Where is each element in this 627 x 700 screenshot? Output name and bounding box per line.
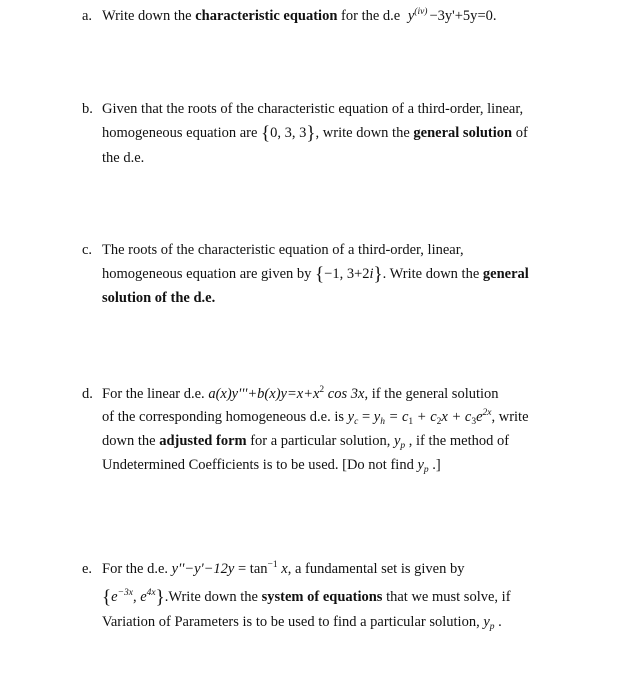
question-line [102, 123, 528, 145]
text: of the corresponding homogeneous d.e. is [102, 409, 348, 425]
text: for the d.e [337, 8, 404, 24]
math-var: y [347, 409, 355, 425]
text: , write [491, 409, 529, 425]
question-line [102, 101, 523, 118]
math-sub: 3 [471, 417, 477, 427]
question-line [102, 587, 511, 609]
math-sup: −1 [267, 560, 278, 570]
bold-term: adjusted form [159, 433, 247, 449]
math-var: y [373, 409, 381, 425]
text: down the [102, 433, 160, 449]
bold-term: system of equations [261, 589, 383, 605]
question-line [102, 8, 497, 25]
question-line [102, 242, 464, 259]
text: For the d.e. [102, 561, 172, 577]
bold-term: general [482, 266, 529, 282]
bold-term: solution of the d.e. [102, 290, 216, 306]
text: homogeneous equation are given by [102, 266, 316, 282]
math-sub: 2 [436, 417, 442, 427]
math-sup: 2x [482, 408, 492, 418]
text: of [512, 125, 528, 141]
math-sub: 1 [408, 417, 414, 427]
question-line [102, 614, 502, 631]
text: for a particular solution, [246, 433, 394, 449]
math-sup: 2 [319, 385, 325, 395]
root-set: 0, 3, 3 [270, 125, 307, 141]
math-sup: (iv) [414, 7, 428, 17]
question-line [102, 264, 529, 286]
math-sup: 4x [146, 588, 156, 598]
text: Given that the roots of the characteristic equation of a third-order, linear, [102, 101, 524, 117]
math-var: y [407, 8, 415, 24]
right-brace-icon: } [306, 123, 316, 144]
text: . [494, 614, 502, 630]
math-text: = c [384, 409, 409, 425]
right-brace-icon: } [373, 264, 383, 285]
text: For the linear d.e. [102, 386, 209, 402]
text: Variation of Parameters is to be used to find a particular solution, [102, 614, 484, 630]
math-expression: y''−y'−12y [171, 561, 235, 577]
math-var: y [483, 614, 490, 630]
text: , if the method of [405, 433, 510, 449]
left-brace-icon: { [102, 587, 112, 608]
imaginary-unit: i [369, 266, 374, 282]
question-line [102, 457, 441, 474]
math-sup: −3x [117, 588, 133, 598]
math-expression [408, 8, 497, 24]
text: the d.e. [102, 150, 145, 166]
text: , a fundamental set is given by [287, 561, 465, 577]
question-letter: b. [82, 101, 93, 117]
math-sub: c [354, 417, 359, 427]
left-brace-icon: { [261, 123, 271, 144]
question-letter: a. [82, 8, 93, 24]
text: . Write down the [382, 266, 483, 282]
question-line [102, 561, 464, 578]
question-letter: d. [82, 386, 93, 402]
math-var: e [140, 589, 147, 605]
text: , if the general solution [364, 386, 499, 402]
text: .] [428, 457, 441, 473]
math-expression: x [277, 561, 288, 577]
text: Undetermined Coefficients is to be used. [Do not find [102, 457, 418, 473]
math-expression: cos 3x [324, 386, 365, 402]
math-var: e [111, 589, 118, 605]
math-sub: p [400, 441, 406, 451]
left-brace-icon: { [315, 264, 325, 285]
math-text: =0. [477, 8, 497, 24]
text: .Write down the [164, 589, 262, 605]
math-text: −3y'+5y [429, 8, 478, 24]
math-text: + c [413, 409, 437, 425]
question-line [102, 290, 215, 307]
text: that we must solve, if [382, 589, 511, 605]
math-expression: a(x)y'''+b(x)y [208, 386, 287, 402]
question-letter: c. [82, 242, 93, 258]
question-line [102, 150, 144, 167]
text: homogeneous equation are [102, 125, 262, 141]
question-letter: e. [82, 561, 93, 577]
math-text: x + c [441, 409, 472, 425]
text: The roots of the characteristic equation of a third-order, linear, [102, 242, 464, 258]
math-text: , [132, 589, 141, 605]
question-line [102, 433, 509, 450]
bold-term: general solution [413, 125, 513, 141]
math-var: y [417, 457, 424, 473]
math-sub: p [423, 465, 429, 475]
math-var: y [393, 433, 401, 449]
math-expression: =x+x [286, 386, 320, 402]
text: , write down the [315, 125, 414, 141]
question-line [102, 409, 529, 426]
math-text: = tan [234, 561, 268, 577]
math-sub: p [489, 622, 495, 632]
right-brace-icon: } [155, 587, 165, 608]
math-sub: h [380, 417, 385, 427]
text: Write down the [102, 8, 196, 24]
math-text: = [358, 409, 374, 425]
root-set: −1, 3+2 [324, 266, 370, 282]
math-text: e [476, 409, 483, 425]
question-line [102, 386, 499, 403]
bold-term: characteristic equation [195, 8, 338, 24]
